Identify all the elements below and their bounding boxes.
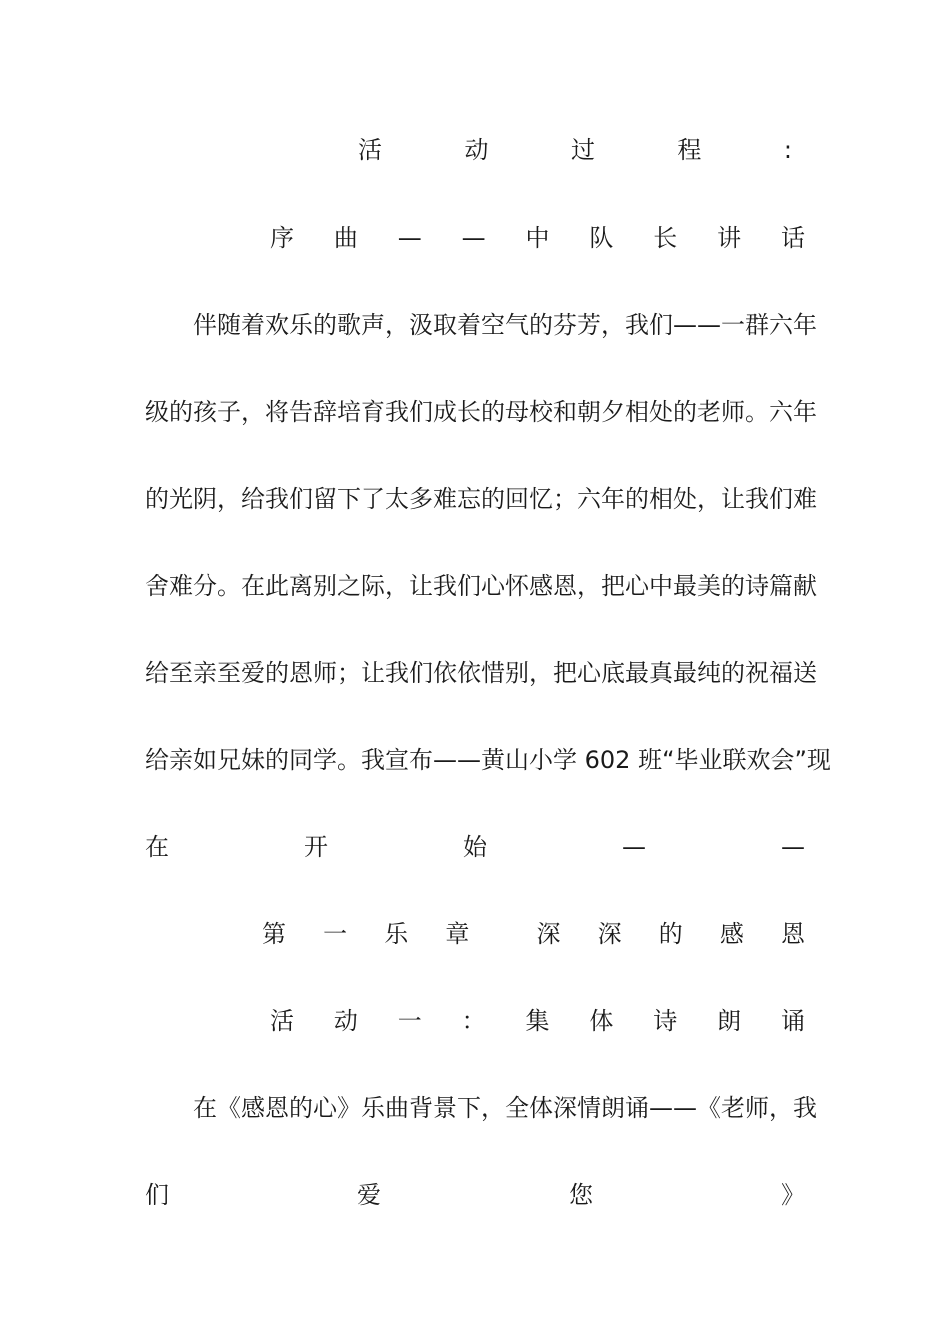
activity-char: 朗 (717, 1007, 742, 1035)
paragraph-char: 开 (304, 833, 328, 861)
paragraph-line: 给至亲至爱的恩师；让我们依依惜别，把心底最真最纯的祝福送 (145, 659, 817, 687)
paragraph-char: — (781, 833, 805, 861)
activity-char: 体 (589, 1007, 614, 1035)
paragraph-char: 们 (145, 1181, 169, 1209)
prelude-char: 长 (653, 224, 678, 252)
heading-char: 活 (358, 136, 382, 164)
prelude-char: 曲 (333, 224, 358, 252)
section-heading (358, 130, 792, 170)
paragraph-end-line (145, 1175, 805, 1215)
chapter-char: 的 (658, 920, 683, 948)
chapter-char: 一 (323, 920, 348, 948)
paragraph-char: 您 (569, 1181, 593, 1209)
chapter-char: 深 (536, 920, 561, 948)
paragraph-line: 的光阴，给我们留下了太多难忘的回忆；六年的相处，让我们难 (145, 485, 817, 513)
paragraph-char: 在 (145, 833, 169, 861)
prelude-char: 队 (589, 224, 614, 252)
activity-char: 动 (333, 1007, 358, 1035)
paragraph-char: 》 (781, 1181, 805, 1209)
paragraph-line: 伴随着欢乐的歌声，汲取着空气的芬芳，我们——一群六年 (193, 311, 817, 339)
paragraph-line: 级的孩子，将告辞培育我们成长的母校和朝夕相处的老师。六年 (145, 398, 817, 426)
heading-char: 程 (677, 136, 702, 164)
chapter-char: 感 (719, 920, 744, 948)
prelude-char: 序 (270, 224, 294, 252)
heading-char: 过 (570, 136, 595, 164)
prelude-char: 讲 (717, 224, 742, 252)
prelude-char: — (461, 224, 486, 252)
paragraph-line: 给亲如兄妹的同学。我宣布——黄山小学 602 班“毕业联欢会”现 (145, 746, 831, 774)
activity-char: 诵 (781, 1007, 805, 1035)
activity-heading (270, 1001, 805, 1041)
paragraph-line: 在《感恩的心》乐曲背景下，全体深情朗诵——《老师，我 (193, 1094, 817, 1122)
prelude-char: 话 (781, 224, 805, 252)
chapter-char: 第 (262, 920, 286, 948)
prelude-heading (270, 218, 805, 258)
chapter-char: 乐 (384, 920, 409, 948)
activity-char: 诗 (653, 1007, 678, 1035)
activity-char: 集 (525, 1007, 550, 1035)
paragraph-line: 舍难分。在此离别之际，让我们心怀感恩，把心中最美的诗篇献 (145, 572, 817, 600)
heading-char: 动 (464, 136, 489, 164)
prelude-char: — (397, 224, 422, 252)
paragraph-end-line (145, 827, 805, 867)
paragraph-char: — (622, 833, 646, 861)
chapter-heading (262, 914, 805, 954)
heading-char: : (783, 136, 792, 164)
prelude-char: 中 (525, 224, 550, 252)
chapter-char: 恩 (781, 920, 805, 948)
chapter-char: 深 (597, 920, 622, 948)
chapter-char: 章 (445, 920, 470, 948)
paragraph-char: 爱 (357, 1181, 381, 1209)
activity-char: 一 (397, 1007, 422, 1035)
paragraph-char: 始 (463, 833, 487, 861)
activity-char: 活 (270, 1007, 294, 1035)
activity-char: ： (461, 1007, 486, 1035)
